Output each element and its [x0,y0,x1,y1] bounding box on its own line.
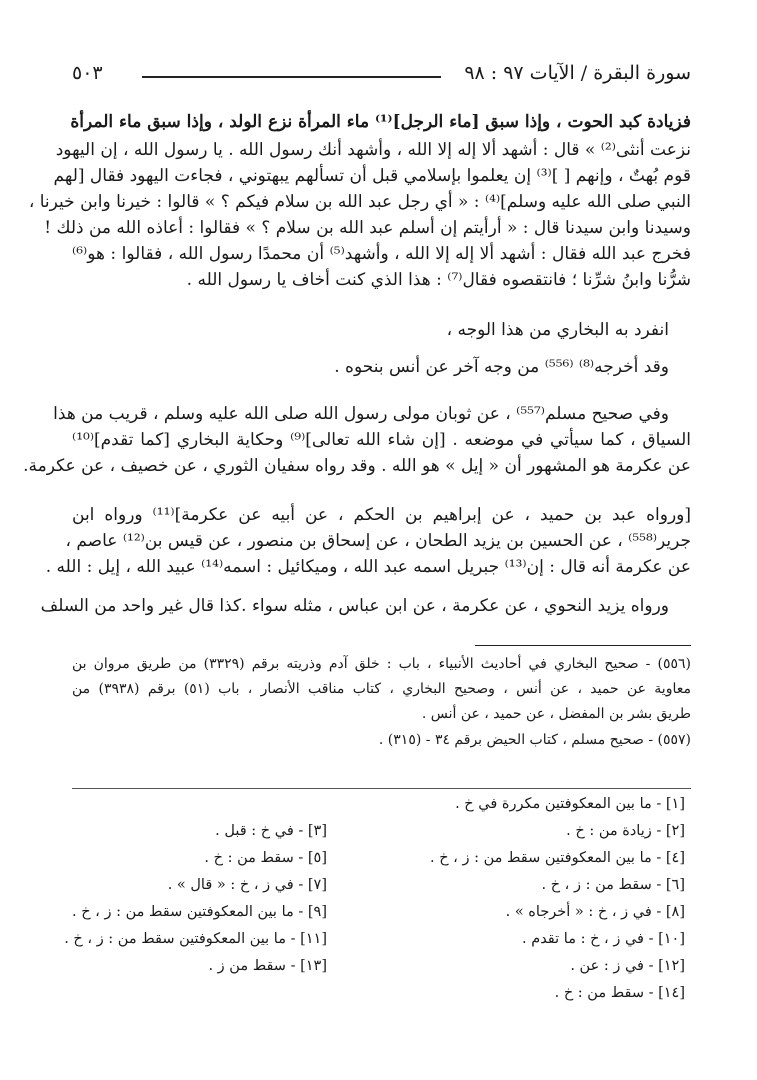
body-line: وسيدنا وابن سيدنا قال : « أرأيتم إن أسلم عبد الله بن سلام ؟ » فقالوا : أعاذه الله من ذلك ! [44,218,691,238]
page-header [72,62,691,92]
page-number: ٥٠٣ [72,62,103,84]
body-line: النبي صلى الله عليه وسلم]⁽⁴⁾ : « أي رجل عبد الله بن سلام فيكم ؟ » قالوا : خيرنا وابن خيرنا ، [28,192,691,212]
editorial-note: [٤] - ما بين المعكوفتين سقط من : ز ، خ . [430,850,685,866]
body-line: عن عكرمة هو المشهور أن « إيل » هو الله . وقد رواه سفيان الثوري ، عن خصيف ، عن عكرمة. [23,456,691,476]
footnote-line: (٥٥٧) - صحيح مسلم ، كتاب الحيض برقم ٣٤ - (٣١٥) . [378,732,691,748]
editorial-note: [١٠] - في ز ، خ : ما تقدم . [522,931,685,947]
running-title: سورة البقرة / الآيات ٩٧ : ٩٨ [464,62,691,84]
body-line: فزيادة كبد الحوت ، وإذا سبق [ماء الرجل]⁽¹⁾ ماء المرأة نزع الولد ، وإذا سبق ماء المرأة [70,112,691,132]
body-line: [ورواه عبد بن حميد ، عن إبراهيم بن الحكم ، عن أبيه عن عكرمة]⁽¹¹⁾ ورواه ابن [72,505,692,525]
editorial-note: [٣] - في خ : قبل . [215,823,327,839]
footnote-rule [475,645,691,646]
body-line: جرير⁽⁵⁵⁸⁾ ، عن الحسين بن يزيد الطحان ، عن إسحاق بن منصور ، عن قيس بن⁽¹²⁾ عاصم ، [65,531,691,551]
body-line: وقد أخرجه⁽⁸⁾ ⁽⁵⁵⁶⁾ من وجه آخر عن أنس بنحوه . [334,357,669,377]
editorial-note: [٧] - في ز ، خ : « قال » . [167,877,327,893]
body-line: شرُّنا وابنُ شرِّنا ؛ فانتقصوه فقال⁽⁷⁾ : هذا الذي كنت أخاف يا رسول الله . [186,270,691,290]
body-line: عن عكرمة أنه قال : إن⁽¹³⁾ جبريل اسمه عبد الله ، وميكائيل : اسمه⁽¹⁴⁾ عبيد الله ، إيل : الله . [45,557,691,577]
body-line: انفرد به البخاري من هذا الوجه ، [446,320,669,340]
editorial-note: [٨] - في ز ، خ : « أخرجاه » . [505,904,685,920]
editorial-note: [٢] - زيادة من : خ . [566,823,685,839]
footnote-line: (٥٥٦) - صحيح البخاري في أحاديث الأنبياء ، باب : خلق آدم وذريته برقم (٣٣٢٩) من طريق مروان بن [72,656,691,672]
footnote-line: طريق بشر بن المفضل ، عن حميد ، عن أنس . [421,706,691,722]
editorial-note: [٩] - ما بين المعكوفتين سقط من : ز ، خ . [72,904,327,920]
footnote-line: معاوية عن حميد ، عن أنس ، وصحيح البخاري ، كتاب مناقب الأنصار ، باب (٥١) برقم (٣٩٣٨) من [72,681,691,697]
body-line: قوم بُهتٌ ، وإنهم [ ]⁽³⁾ إن يعلموا بإسلامي قبل أن تسألهم يبهتوني ، فجاءت اليهود فقال [لهم [53,166,691,186]
body-line: وفي صحيح مسلم⁽⁵⁵⁷⁾ ، عن ثوبان مولى رسول الله صلى الله عليه وسلم ، قريب من هذا [53,404,669,424]
editorial-note: [٦] - سقط من : ز ، خ . [541,877,685,893]
editorial-note: [١٣] - سقط من ز . [208,958,327,974]
editorial-note: [١٤] - سقط من : خ . [554,985,685,1001]
body-line: السياق ، كما سيأتي في موضعه . [إن شاء الله تعالى]⁽⁹⁾ وحكاية البخاري [كما تقدم]⁽¹⁰⁾ [72,430,691,450]
editorial-note: [٥] - سقط من : خ . [204,850,327,866]
editorial-rule [72,788,691,789]
body-line: فخرج عبد الله فقال : أشهد ألا إله إلا الله ، وأشهد⁽⁵⁾ أن محمدًا رسول الله ، فقالوا : هو⁽⁶⁾ [72,244,691,264]
editorial-note: [١١] - ما بين المعكوفتين سقط من : ز ، خ . [64,931,327,947]
editorial-note: [١] - ما بين المعكوفتين مكررة في خ . [455,796,685,812]
body-line: نزعت أنثى⁽²⁾ » قال : أشهد ألا إله إلا الله ، وأشهد أنك رسول الله . يا رسول الله ، إن اليهود [55,140,691,160]
editorial-note: [١٢] - في ز : عن . [570,958,685,974]
header-rule [142,76,441,78]
body-line: ورواه يزيد النحوي ، عن عكرمة ، عن ابن عباس ، مثله سواء .كذا قال غير واحد من السلف [40,596,669,616]
